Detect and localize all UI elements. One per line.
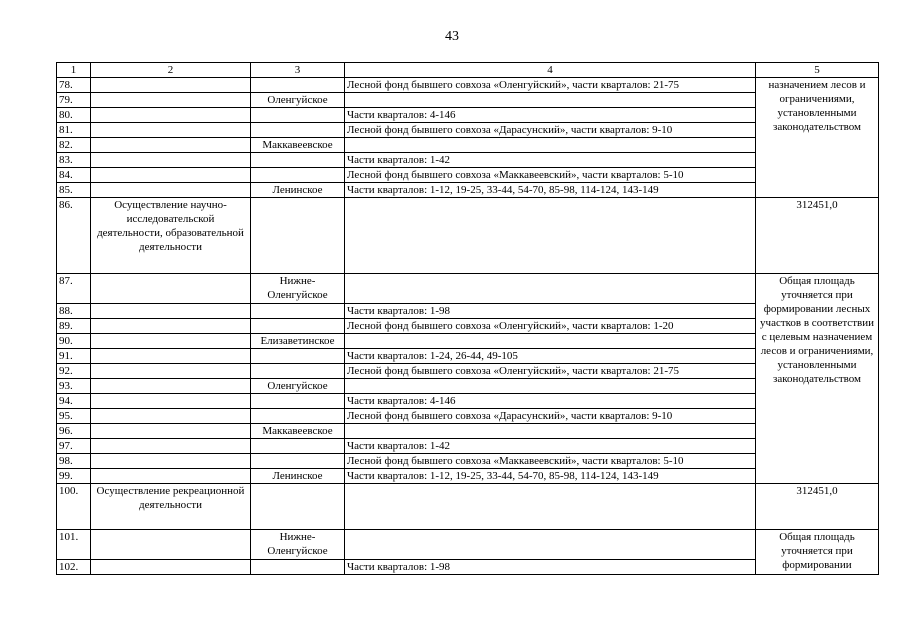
area-note: Общая площадь уточняется при формировании [756, 530, 879, 575]
table-header-row [57, 63, 879, 78]
quarters-description: Части кварталов: 1-42 [345, 153, 756, 168]
activity-type: Осуществление научно-исследовательской деятельности, образовательной деятельности [91, 198, 251, 274]
forestry-district: Маккавеевское [251, 138, 345, 153]
table-row [57, 424, 879, 439]
activity-type [91, 560, 251, 575]
quarters-description: Лесной фонд бывшего совхоза «Оленгуйский», части кварталов: 21-75 [345, 78, 756, 93]
quarters-description [345, 334, 756, 349]
activity-type [91, 454, 251, 469]
activity-type [91, 78, 251, 93]
table-row [57, 364, 879, 379]
quarters-description: Лесной фонд бывшего совхоза «Оленгуйский», части кварталов: 21-75 [345, 364, 756, 379]
table-row [57, 183, 879, 198]
forestry-district [251, 198, 345, 274]
activity-type [91, 349, 251, 364]
activity-type [91, 469, 251, 484]
row-number: 88. [57, 304, 91, 319]
row-number: 101. [57, 530, 91, 560]
row-number: 90. [57, 334, 91, 349]
quarters-description [345, 530, 756, 560]
row-number: 95. [57, 409, 91, 424]
row-number: 93. [57, 379, 91, 394]
table-row [57, 93, 879, 108]
forestry-district [251, 439, 345, 454]
quarters-description: Лесной фонд бывшего совхоза «Дарасунский», части кварталов: 9-10 [345, 409, 756, 424]
quarters-description [345, 484, 756, 530]
quarters-description: Части кварталов: 1-24, 26-44, 49-105 [345, 349, 756, 364]
row-number: 97. [57, 439, 91, 454]
forestry-district [251, 409, 345, 424]
table-row [57, 274, 879, 304]
forestry-district [251, 454, 345, 469]
activity-type [91, 183, 251, 198]
table-row [57, 198, 879, 274]
row-number: 99. [57, 469, 91, 484]
forestry-district [251, 123, 345, 138]
row-number: 102. [57, 560, 91, 575]
quarters-description: Части кварталов: 1-12, 19-25, 33-44, 54-70, 85-98, 114-124, 143-149 [345, 183, 756, 198]
row-number: 100. [57, 484, 91, 530]
forestry-district [251, 168, 345, 183]
quarters-description [345, 198, 756, 274]
forestry-district [251, 394, 345, 409]
activity-type [91, 304, 251, 319]
forest-usage-table [56, 62, 879, 575]
forestry-district [251, 560, 345, 575]
activity-type [91, 424, 251, 439]
activity-type [91, 153, 251, 168]
table-row [57, 334, 879, 349]
quarters-description [345, 424, 756, 439]
forestry-district [251, 349, 345, 364]
table-row [57, 560, 879, 575]
table-row [57, 469, 879, 484]
forestry-district [251, 319, 345, 334]
row-number: 84. [57, 168, 91, 183]
quarters-description: Части кварталов: 1-42 [345, 439, 756, 454]
forestry-district [251, 78, 345, 93]
forestry-district [251, 364, 345, 379]
forestry-district: Ленинское [251, 183, 345, 198]
row-number: 80. [57, 108, 91, 123]
row-number: 79. [57, 93, 91, 108]
activity-type [91, 274, 251, 304]
activity-type [91, 138, 251, 153]
row-number: 78. [57, 78, 91, 93]
quarters-description: Лесной фонд бывшего совхоза «Дарасунский», части кварталов: 9-10 [345, 123, 756, 138]
table-row [57, 168, 879, 183]
row-number: 87. [57, 274, 91, 304]
forestry-district [251, 304, 345, 319]
activity-type [91, 123, 251, 138]
header-cell: 5 [756, 63, 879, 78]
row-number: 94. [57, 394, 91, 409]
row-number: 98. [57, 454, 91, 469]
table-row [57, 304, 879, 319]
row-number: 96. [57, 424, 91, 439]
table-row [57, 349, 879, 364]
quarters-description: Части кварталов: 4-146 [345, 108, 756, 123]
total-area: 312451,0 [756, 198, 879, 274]
table-row [57, 319, 879, 334]
area-note: назначением лесов и ограничениями, установленными законодательством [756, 78, 879, 198]
table-row [57, 153, 879, 168]
row-number: 86. [57, 198, 91, 274]
table-row [57, 439, 879, 454]
row-number: 85. [57, 183, 91, 198]
quarters-description: Части кварталов: 1-12, 19-25, 33-44, 54-70, 85-98, 114-124, 143-149 [345, 469, 756, 484]
table-row [57, 108, 879, 123]
table-row [57, 484, 879, 530]
header-cell: 1 [57, 63, 91, 78]
row-number: 89. [57, 319, 91, 334]
table-row [57, 78, 879, 93]
activity-type [91, 334, 251, 349]
quarters-description [345, 93, 756, 108]
quarters-description [345, 138, 756, 153]
activity-type [91, 439, 251, 454]
table-row [57, 123, 879, 138]
quarters-description: Лесной фонд бывшего совхоза «Оленгуйский», части кварталов: 1-20 [345, 319, 756, 334]
activity-type [91, 409, 251, 424]
quarters-description: Части кварталов: 1-98 [345, 560, 756, 575]
area-note: Общая площадь уточняется при формировании лесных участков в соответствии с целевым назначением лесов и ограничениями, установленными законодательством [756, 274, 879, 484]
forestry-district: Нижне-Оленгуйское [251, 274, 345, 304]
quarters-description: Лесной фонд бывшего совхоза «Маккавеевский», части кварталов: 5-10 [345, 454, 756, 469]
forestry-district: Маккавеевское [251, 424, 345, 439]
forestry-district: Ленинское [251, 469, 345, 484]
table-row [57, 138, 879, 153]
activity-type [91, 379, 251, 394]
activity-type [91, 394, 251, 409]
activity-type [91, 530, 251, 560]
total-area: 312451,0 [756, 484, 879, 530]
activity-type [91, 319, 251, 334]
header-cell: 2 [91, 63, 251, 78]
forestry-district: Нижне-Оленгуйское [251, 530, 345, 560]
quarters-description: Лесной фонд бывшего совхоза «Маккавеевский», части кварталов: 5-10 [345, 168, 756, 183]
page-number: 43 [445, 29, 459, 44]
quarters-description: Части кварталов: 1-98 [345, 304, 756, 319]
forestry-district: Елизаветинское [251, 334, 345, 349]
row-number: 82. [57, 138, 91, 153]
table-row [57, 394, 879, 409]
header-cell: 3 [251, 63, 345, 78]
activity-type [91, 364, 251, 379]
forestry-district [251, 484, 345, 530]
row-number: 91. [57, 349, 91, 364]
row-number: 83. [57, 153, 91, 168]
activity-type [91, 93, 251, 108]
row-number: 81. [57, 123, 91, 138]
row-number: 92. [57, 364, 91, 379]
quarters-description [345, 379, 756, 394]
table-row [57, 379, 879, 394]
table-row [57, 409, 879, 424]
table-row [57, 530, 879, 560]
forestry-district [251, 108, 345, 123]
activity-type: Осуществление рекреационной деятельности [91, 484, 251, 530]
activity-type [91, 108, 251, 123]
forestry-district [251, 153, 345, 168]
quarters-description [345, 274, 756, 304]
forestry-district: Оленгуйское [251, 93, 345, 108]
header-cell: 4 [345, 63, 756, 78]
table-row [57, 454, 879, 469]
forestry-district: Оленгуйское [251, 379, 345, 394]
quarters-description: Части кварталов: 4-146 [345, 394, 756, 409]
activity-type [91, 168, 251, 183]
